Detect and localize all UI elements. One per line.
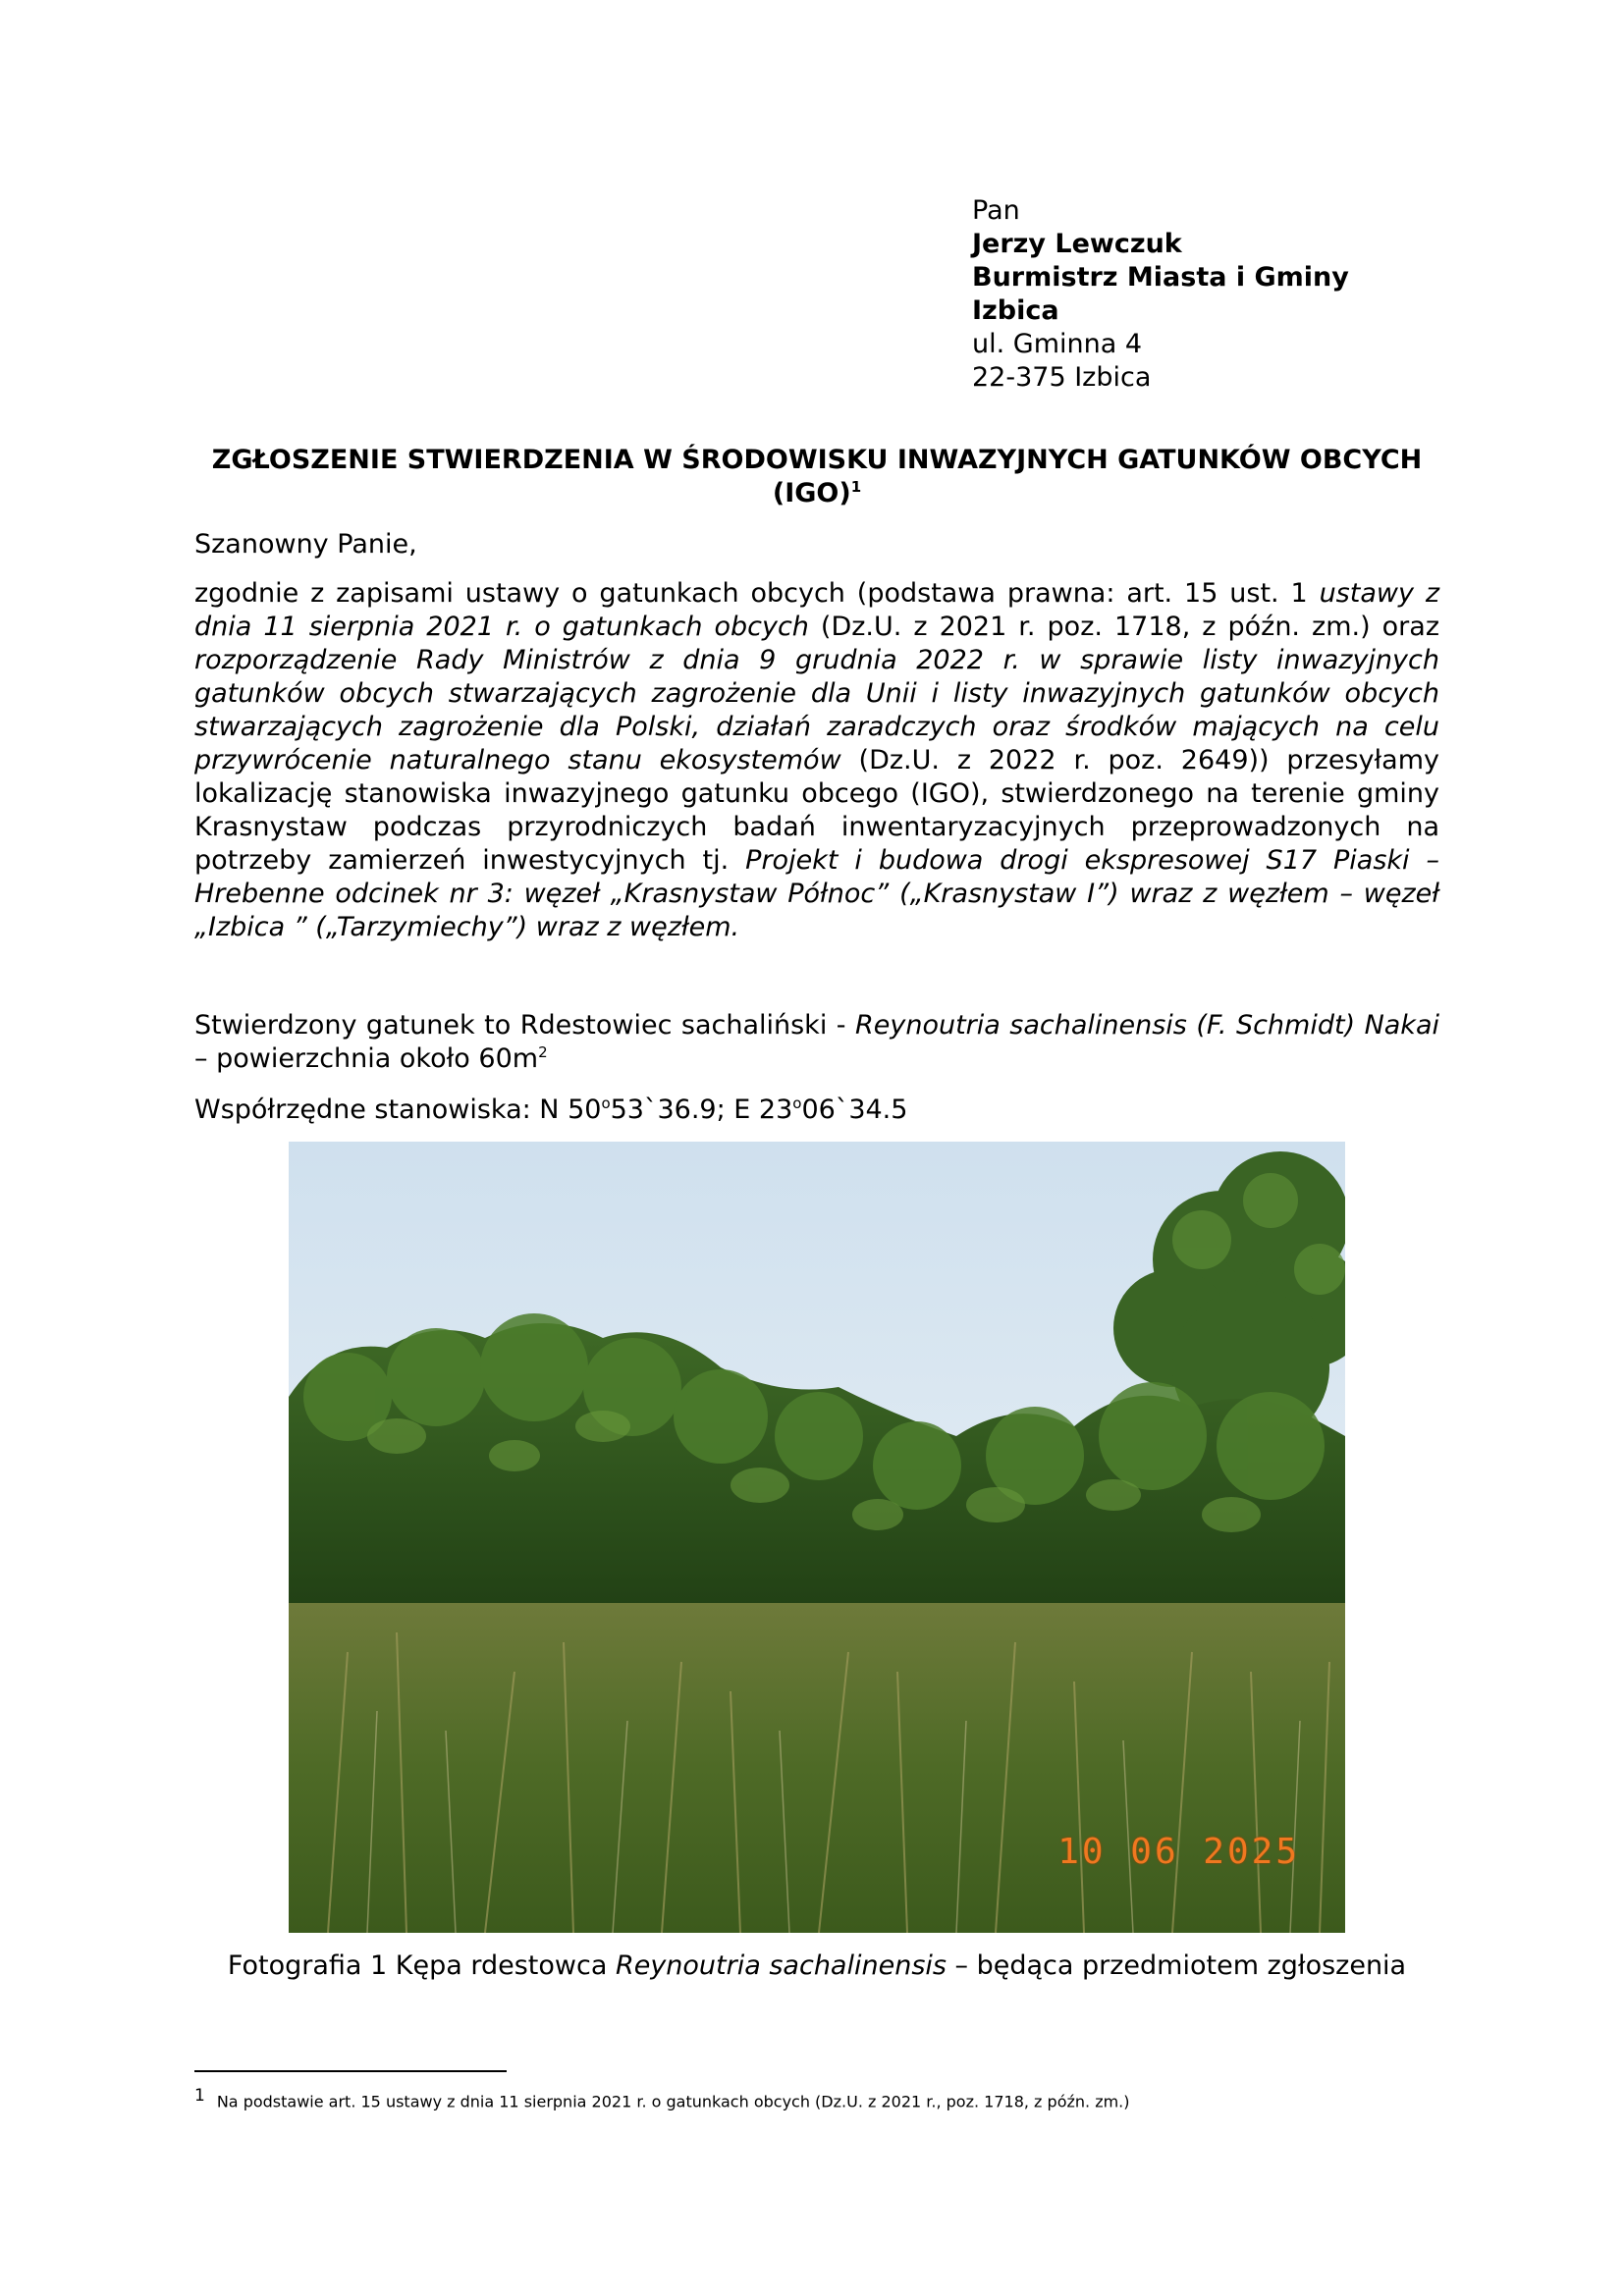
species-paragraph: [194, 1009, 1439, 1076]
footnote-text: Na podstawie art. 15 ustawy z dnia 11 sierpnia 2021 r. o gatunkach obcych (Dz.U. z 2021 r., poz. 1718, z późn. zm.): [216, 2092, 1130, 2111]
photo-date-stamp: 10 06 2025: [1057, 1832, 1300, 1872]
body-paragraph: [194, 577, 1439, 944]
recipient-salutation-line: Pan: [972, 195, 1020, 226]
body-text-2: (Dz.U. z 2021 r. poz. 1718, z późn. zm.) oraz: [808, 612, 1439, 642]
coords-lat-rest: 53`36.9; E 23: [610, 1095, 793, 1125]
coords-degree-lat: o: [601, 1095, 611, 1112]
recipient-position-line2: Izbica: [972, 295, 1059, 326]
recipient-position-line1: Burmistrz Miasta i Gminy: [972, 262, 1349, 293]
species-prefix: Stwierdzony gatunek to Rdestowiec sachaliński -: [194, 1010, 855, 1041]
document-title-text: ZGŁOSZENIE STWIERDZENIA W ŚRODOWISKU INWAZYJNYCH GATUNKÓW OBCYCH (IGO): [211, 445, 1423, 508]
body-italic-project-title: Projekt i budowa drogi ekspresowej S17 Piaski – Hrebenne odcinek nr 3: węzeł „Krasnystaw Północ” („Krasnystaw I”) wraz z węzłem – węzeł „Izbica ” („Tarzymiechy”) wraz z węzłem.: [194, 845, 1439, 942]
species-latin-name: Reynoutria sachalinensis (F. Schmidt) Nakai: [854, 1010, 1439, 1041]
body-text-1: zgodnie z zapisami ustawy o gatunkach obcych (podstawa prawna: art. 15 ust. 1: [194, 578, 1320, 609]
footnote: [194, 2085, 1130, 2112]
greeting: Szanowny Panie,: [194, 529, 417, 560]
caption-latin-name: Reynoutria sachalinensis: [615, 1950, 947, 1981]
recipient-address-block: [972, 194, 1349, 395]
recipient-name: Jerzy Lewczuk: [972, 229, 1182, 259]
footnote-separator: [194, 2070, 507, 2072]
species-area: – powierzchnia około 60m: [194, 1043, 539, 1074]
species-area-exponent: 2: [538, 1043, 548, 1061]
body-italic-law-title: ustawy z dnia 11 sierpnia 2021 r. o gatunkach obcych: [194, 578, 1439, 642]
site-photograph: [289, 1142, 1345, 1933]
coordinates-line: [194, 1094, 907, 1127]
recipient-street: ul. Gminna 4: [972, 329, 1143, 359]
coords-lon-rest: 06`34.5: [801, 1095, 908, 1125]
coords-degree-lon: o: [792, 1095, 802, 1112]
photo-caption: [194, 1949, 1439, 1983]
title-footnote-ref: 1: [850, 478, 862, 496]
recipient-postal: 22-375 Izbica: [972, 362, 1152, 393]
photo-illustration: [289, 1142, 1345, 1933]
document-title: [194, 444, 1439, 510]
body-text-3: (Dz.U. z 2022 r. poz. 2649)) przesyłamy lokalizację stanowiska inwazyjnego gatunku obcego (IGO), stwierdzonego na terenie gminy Krasnystaw podczas przyrodniczych badań inwentaryzacyjnych przeprowadzonych na potrzeby zamierzeń inwestycyjnych tj.: [194, 745, 1440, 876]
footnote-number: 1: [194, 2086, 205, 2106]
coords-label: Współrzędne stanowiska: N 50: [194, 1095, 602, 1125]
caption-prefix: Fotografia 1 Kępa rdestowca: [227, 1950, 616, 1981]
caption-suffix: – będąca przedmiotem zgłoszenia: [946, 1950, 1407, 1981]
body-italic-regulation-title: rozporządzenie Rady Ministrów z dnia 9 grudnia 2022 r. w sprawie listy inwazyjnych gatunków obcych stwarzających zagrożenie dla Unii i listy inwazyjnych gatunków obcych stwarzających zagrożenie dla Polski, działań zaradczych oraz środków mających na celu przywrócenie naturalnego stanu ekosystemów: [194, 645, 1439, 775]
